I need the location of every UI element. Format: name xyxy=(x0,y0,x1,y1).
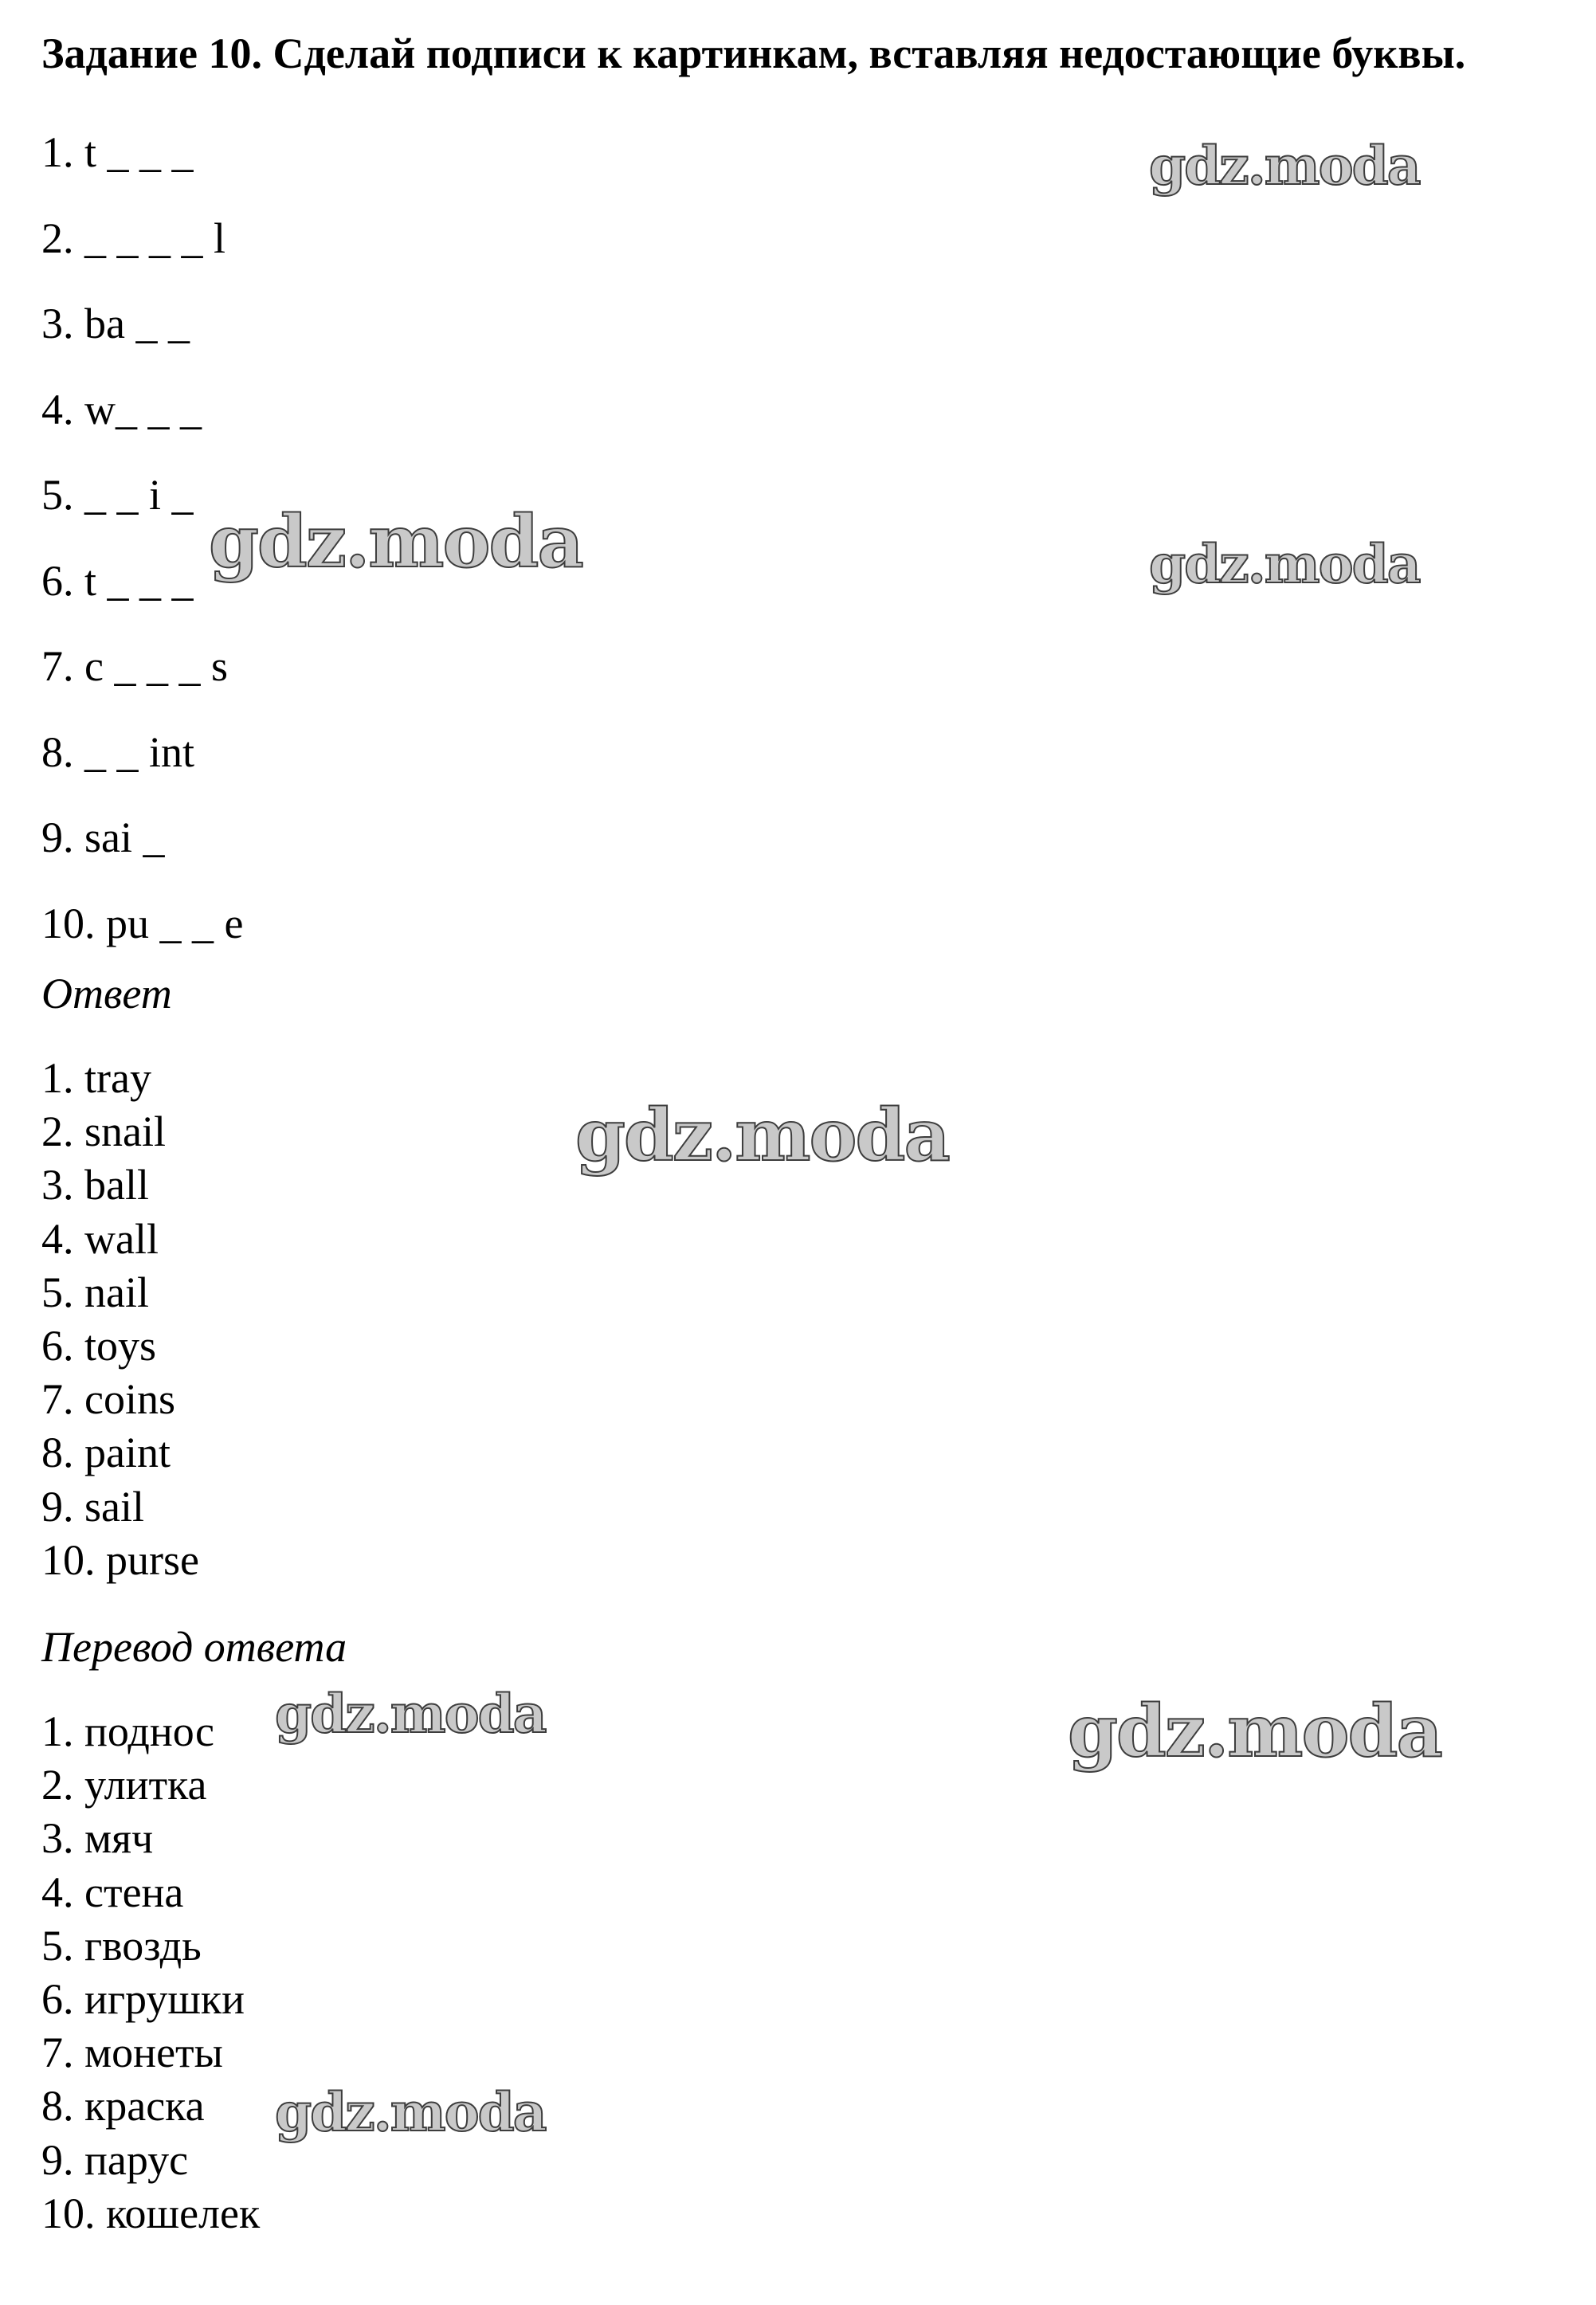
answer-item: 1. tray xyxy=(41,1054,151,1102)
task-item: 1. t _ _ _ xyxy=(41,128,194,176)
answer-item: 5. nail xyxy=(41,1268,149,1316)
answer-item: 10. purse xyxy=(41,1535,199,1584)
translation-item: 3. мяч xyxy=(41,1814,154,1863)
translation-item: 10. кошелек xyxy=(41,2189,261,2237)
task-item: 2. _ _ _ _ l xyxy=(41,214,226,262)
task-item: 8. _ _ int xyxy=(41,727,195,776)
translation-list xyxy=(41,1705,260,2240)
watermark: gdz.moda xyxy=(575,1093,949,1178)
watermark: gdz.moda xyxy=(209,500,582,584)
task-item: 6. t _ _ _ xyxy=(41,556,194,605)
translation-item: 6. игрушки xyxy=(41,1974,245,2023)
watermark: gdz.moda xyxy=(1149,533,1420,595)
translation-heading: Перевод ответа xyxy=(41,1623,347,1671)
translation-item: 2. улитка xyxy=(41,1761,207,1809)
answer-item: 4. wall xyxy=(41,1214,159,1263)
task-item: 3. ba _ _ xyxy=(41,300,190,347)
translation-item: 9. парус xyxy=(41,2135,189,2184)
translation-item: 7. монеты xyxy=(41,2029,223,2077)
translation-item: 1. поднос xyxy=(41,1707,215,1755)
watermark: gdz.moda xyxy=(275,1683,546,1745)
task-title: Задание 10. Сделай подписи к картинкам, вставляя недостающие буквы. xyxy=(41,29,1466,77)
answer-item: 8. paint xyxy=(41,1429,171,1477)
answer-item: 2. snail xyxy=(41,1107,166,1156)
answer-list xyxy=(41,1052,199,1587)
answer-item: 6. toys xyxy=(41,1321,157,1370)
answer-item: 3. ball xyxy=(41,1161,149,1209)
translation-item: 4. стена xyxy=(41,1868,184,1916)
answer-heading: Ответ xyxy=(41,970,172,1017)
task-item: 5. _ _ i _ xyxy=(41,471,194,519)
watermark: gdz.moda xyxy=(275,2081,546,2143)
task-item: 10. pu _ _ e xyxy=(41,899,244,947)
task-item: 4. w_ _ _ xyxy=(41,385,202,433)
answer-item: 7. coins xyxy=(41,1375,175,1424)
answer-item: 9. sail xyxy=(41,1482,144,1531)
translation-item: 8. краска xyxy=(41,2082,205,2131)
task-item: 7. c _ _ _ s xyxy=(41,642,228,690)
watermark: gdz.moda xyxy=(1149,135,1420,197)
watermark: gdz.moda xyxy=(1068,1689,1441,1774)
task-item: 9. sai _ xyxy=(41,813,165,861)
translation-item: 5. гвоздь xyxy=(41,1921,202,1970)
